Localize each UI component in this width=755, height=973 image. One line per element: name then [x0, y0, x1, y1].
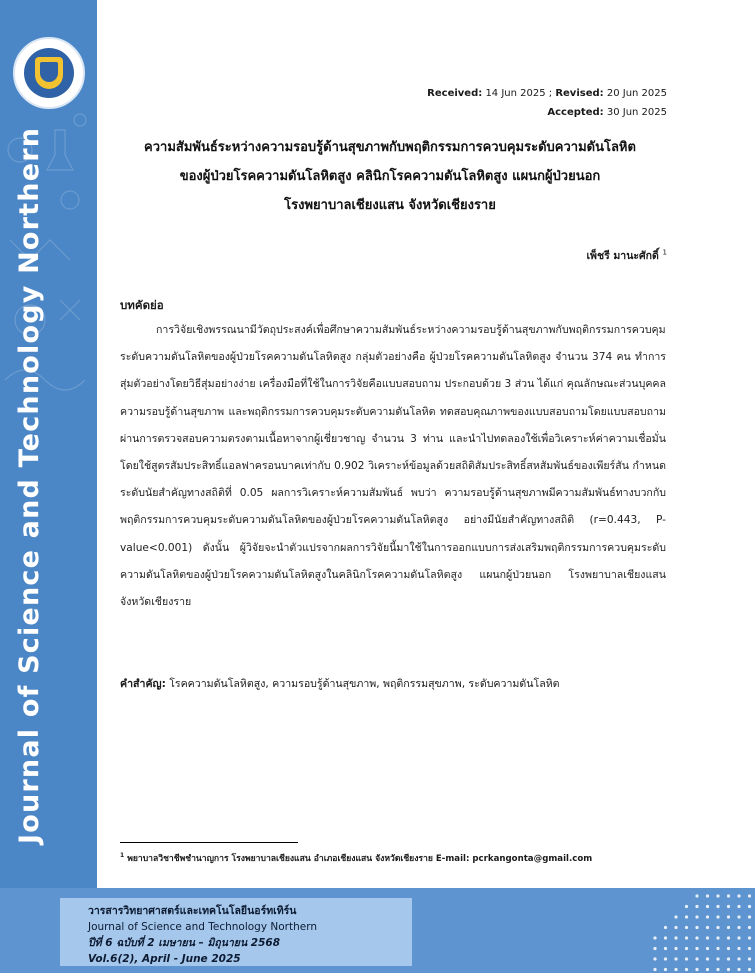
footnote-mark: 1 [120, 852, 125, 860]
revised-label: Revised: [555, 88, 604, 99]
author-name: เพ็ชรี มานะศักดิ์ [586, 250, 659, 262]
author-affiliation-mark: 1 [662, 248, 667, 257]
footnote-rule [120, 842, 298, 843]
journal-sidebar [0, 0, 97, 973]
abstract-paragraph: การวิจัยเชิงพรรณนามีวัตถุประสงค์เพื่อศึกษาความสัมพันธ์ระหว่างความรอบรู้ด้านสุขภาพกับพฤติกรรมการควบคุมระดับความดันโลหิตของผู้ป่วยโรคความดันโลหิตสูง กลุ่มตัวอย่างคือ ผู้ป่วยโรคความดันโลหิตสูง จำนวน 374 คน ทำการสุ่มตัวอย่างโดยวิธีสุ่มอย่างง่าย เครื่องมือที่ใช้ในการวิจัยคือแบบสอบถาม ประกอบด้วย 3 ส่วน ได้แก่ คุณลักษณะส่วนบุคคล ความรอบรู้ด้านสุขภาพ และพฤติกรรมการควบคุมระดับความดันโลหิต ทดสอบคุณภาพของแบบสอบถามโดยแบบสอบถามผ่านการตรวจสอบความตรงตามเนื้อหาจากผู้เชี่ยวชาญ จำนวน 3 ท่าน และนำไปทดลองใช้เพื่อวิเคราะห์ค่าความเชื่อมั่นโดยใช้สูตรสัมประสิทธิ์แอลฟาครอนบาคเท่ากับ 0.902 วิเคราะห์ข้อมูลด้วยสถิติสัมประสิทธิ์สหสัมพันธ์ของเพียร์สัน กำหนดระดับนัยสำคัญทางสถิติที่ 0.05 ผลการวิเคราะห์ความสัมพันธ์ พบว่า ความรอบรู้ด้านสุขภาพมีความสัมพันธ์ทางบวกกับพฤติกรรมการควบคุมระดับความดันโลหิตของผู้ป่วยโรคความดันโลหิตสูง อย่างมีนัยสำคัญทางสถิติ (r=0.443, P-value<0.001) ดังนั้น ผู้วิจัยจะนำตัวแปรจากผลการวิจัยนี้มาใช้ในการออกแบบการส่งเสริมพฤติกรรมการควบคุมระดับความดันโลหิตของผู้ป่วยโรคความดันโลหิตสูงในคลินิกโรคความดันโลหิตสูง แผนกผู้ป่วยนอก โรงพยาบาลเชียงแสน จังหวัดเชียงราย [120, 324, 666, 609]
keywords [120, 675, 666, 692]
footnote [120, 851, 680, 865]
paper-title [112, 133, 668, 220]
keywords-label: คำสำคัญ: [120, 678, 166, 690]
issue-thai: ปีที่ 6 ฉบับที่ 2 เมษายน – มิถุนายน 2568 [88, 937, 281, 949]
dot-pattern [650, 870, 755, 973]
accepted-date: 30 Jun 2025 [606, 107, 667, 118]
title-line-3: โรงพยาบาลเชียงแสน จังหวัดเชียงราย [284, 198, 496, 213]
journal-info [88, 903, 408, 967]
submission-dates: Received: 14 Jun 2025 ; Revised: 20 Jun 2025 Accepted: 30 Jun 2025 [427, 88, 667, 118]
accepted-label: Accepted: [547, 107, 604, 118]
received-date: 14 Jun 2025 [485, 88, 546, 99]
journal-name-thai: วารสารวิทยาศาสตร์และเทคโนโลยีนอร์ทเทิร์น [88, 905, 297, 917]
author [586, 247, 667, 264]
footnote-text: พยาบาลวิชาชีพชำนาญการ โรงพยาบาลเชียงแสน อำเภอเชียงแสน จังหวัดเชียงราย E-mail: pcrkangonta@gmail.com [127, 854, 593, 864]
abstract-heading: บทคัดย่อ [120, 298, 164, 312]
title-line-1: ความสัมพันธ์ระหว่างความรอบรู้ด้านสุขภาพกับพฤติกรรมการควบคุมระดับความดันโลหิต [144, 140, 636, 155]
journal-vertical-title: Journal of Science and Technology Northern [14, 126, 45, 844]
keywords-text: โรคความดันโลหิตสูง, ความรอบรู้ด้านสุขภาพ, พฤติกรรมสุขภาพ, ระดับความดันโลหิต [169, 678, 560, 690]
journal-name-english: Journal of Science and Technology Northern [88, 921, 318, 933]
received-label: Received: [427, 88, 483, 99]
title-line-2: ของผู้ป่วยโรคความดันโลหิตสูง คลินิกโรคความดันโลหิตสูง แผนกผู้ป่วยนอก [179, 169, 601, 184]
college-logo [13, 37, 85, 109]
abstract-body [120, 317, 666, 616]
revised-date: 20 Jun 2025 [606, 88, 667, 99]
issue-english: Vol.6(2), April - June 2025 [88, 953, 241, 965]
